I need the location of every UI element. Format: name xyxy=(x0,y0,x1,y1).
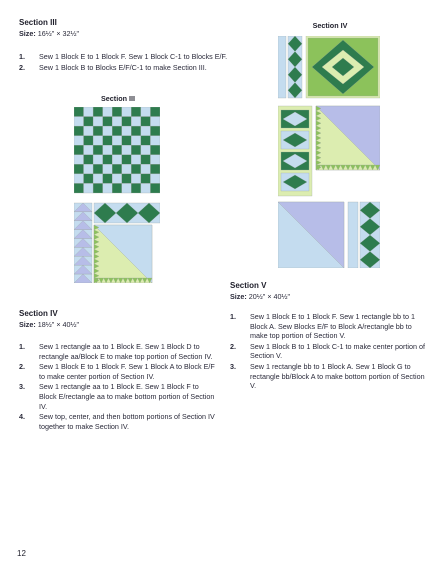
checker-square xyxy=(141,145,151,155)
checker-square xyxy=(122,164,132,174)
size-label: Size: xyxy=(230,292,247,301)
checker-square xyxy=(103,145,113,155)
step-number: 2. xyxy=(19,362,25,372)
checker-square xyxy=(74,174,84,184)
checker-square xyxy=(112,155,122,165)
checker-square xyxy=(74,107,84,117)
checker-square xyxy=(112,117,122,127)
step xyxy=(19,52,229,62)
step xyxy=(230,312,426,341)
diamond-row xyxy=(94,203,160,223)
checker-square xyxy=(150,117,160,127)
section-iv-size xyxy=(19,320,79,329)
half-square-triangle-block xyxy=(94,225,152,283)
size-value: 20½" × 40½" xyxy=(248,292,291,301)
section-iii-title: Section III xyxy=(19,18,57,27)
checker-square xyxy=(131,183,141,193)
checker-square xyxy=(141,126,151,136)
checker-square xyxy=(93,183,103,193)
checker-square xyxy=(141,164,151,174)
step-number: 1. xyxy=(19,342,25,351)
checker-square xyxy=(84,183,94,193)
step-number: 2. xyxy=(19,62,25,72)
checker-square xyxy=(74,145,84,155)
checker-square xyxy=(150,107,160,117)
checker-square xyxy=(74,117,84,127)
checker-square xyxy=(84,117,94,127)
step xyxy=(230,342,426,361)
checker-square xyxy=(84,145,94,155)
step-number: 4. xyxy=(19,412,25,422)
checker-square xyxy=(84,164,94,174)
checker-square xyxy=(141,107,151,117)
checker-square xyxy=(74,155,84,165)
section-v-steps xyxy=(230,312,426,392)
checker-square xyxy=(84,174,94,184)
checker-square xyxy=(93,126,103,136)
rectangle-aa xyxy=(278,36,286,98)
section-iv-steps xyxy=(19,342,215,432)
checker-square xyxy=(112,107,122,117)
checker-square xyxy=(112,145,122,155)
checkerboard-block xyxy=(74,107,160,193)
step-text: Sew 1 Block E to 1 Block F. Sew 1 Block C-1 to Blocks E/F. xyxy=(39,52,228,61)
checker-square xyxy=(103,107,113,117)
checker-square xyxy=(103,117,113,127)
checker-square xyxy=(122,126,132,136)
checker-square xyxy=(84,136,94,146)
checker-square xyxy=(122,107,132,117)
checker-square xyxy=(112,126,122,136)
step xyxy=(19,342,215,361)
checker-square xyxy=(103,126,113,136)
checker-square xyxy=(93,107,103,117)
checker-square xyxy=(122,117,132,127)
checker-square xyxy=(93,145,103,155)
section-iii-steps xyxy=(19,52,229,73)
checker-square xyxy=(131,145,141,155)
checker-square xyxy=(112,183,122,193)
checker-square xyxy=(131,126,141,136)
checker-square xyxy=(131,117,141,127)
checker-square xyxy=(93,164,103,174)
step xyxy=(230,362,426,391)
checker-square xyxy=(84,126,94,136)
size-value: 16½" × 32½" xyxy=(37,29,80,38)
checker-square xyxy=(112,174,122,184)
step-number: 1. xyxy=(230,312,236,321)
size-label: Size: xyxy=(19,320,36,329)
section-iv-diagram xyxy=(278,36,380,268)
size-value: 18½" × 40½" xyxy=(37,320,80,329)
checker-square xyxy=(150,145,160,155)
step-text: Sew 1 rectangle aa to 1 Block E. Sew 1 Block D to rectangle aa/Block E to make top portion of Section IV. xyxy=(39,342,213,361)
checker-square xyxy=(103,164,113,174)
checker-square xyxy=(93,117,103,127)
checker-square xyxy=(122,155,132,165)
rectangle-aa xyxy=(348,202,358,268)
checker-square xyxy=(103,174,113,184)
checker-square xyxy=(122,183,132,193)
section-v-title: Section V xyxy=(230,281,267,290)
checker-square xyxy=(131,155,141,165)
step-number: 3. xyxy=(230,361,236,371)
step-text: Sew 1 Block B to 1 Block C-1 to make center portion of Section V. xyxy=(250,341,425,361)
step xyxy=(19,412,215,431)
checker-square xyxy=(93,136,103,146)
checker-square xyxy=(112,164,122,174)
step xyxy=(19,362,215,381)
checker-square xyxy=(150,164,160,174)
step-number: 3. xyxy=(19,382,25,392)
step-number: 1. xyxy=(19,52,25,61)
section-iii-diagram xyxy=(74,107,160,283)
size-label: Size: xyxy=(19,29,36,38)
page-number: 12 xyxy=(17,549,26,558)
checker-square xyxy=(131,164,141,174)
checker-square xyxy=(93,174,103,184)
step xyxy=(19,63,229,73)
checker-square xyxy=(131,174,141,184)
checker-square xyxy=(74,136,84,146)
checker-square xyxy=(84,155,94,165)
checker-square xyxy=(131,107,141,117)
section-iv-title: Section IV xyxy=(19,309,58,318)
checker-square xyxy=(150,126,160,136)
step-text: Sew 1 Block E to 1 Block F. Sew 1 rectangle bb to 1 Block A. Sew Blocks E/F to Block A/rectangle bb to make top portion of Section V. xyxy=(250,312,415,341)
checker-square xyxy=(93,155,103,165)
section-iii-size xyxy=(19,29,79,38)
checker-square xyxy=(122,174,132,184)
checker-square xyxy=(112,136,122,146)
checker-square xyxy=(150,136,160,146)
checker-square xyxy=(103,136,113,146)
checker-square xyxy=(103,183,113,193)
checker-square xyxy=(122,145,132,155)
section-iii-diagram-caption: Section III xyxy=(101,94,135,103)
step-text: Sew 1 Block E to 1 Block F. Sew 1 Block A to Block E/F to make center portion of Section IV. xyxy=(39,362,215,381)
checker-square xyxy=(141,174,151,184)
checker-square xyxy=(74,164,84,174)
checker-square xyxy=(150,174,160,184)
checker-square xyxy=(150,183,160,193)
checker-square xyxy=(141,117,151,127)
step-text: Sew 1 rectangle aa to 1 Block E. Sew 1 Block F to Block E/rectangle aa to make bottom portion of Section IV. xyxy=(39,382,215,411)
checker-square xyxy=(141,136,151,146)
step-text: Sew 1 Block B to Blocks E/F/C-1 to make Section III. xyxy=(39,62,207,72)
step-number: 2. xyxy=(230,341,236,351)
section-v-size xyxy=(230,292,290,301)
checker-square xyxy=(131,136,141,146)
checker-square xyxy=(84,107,94,117)
section-iv-diagram-caption: Section IV xyxy=(312,21,348,30)
checker-square xyxy=(141,155,151,165)
checker-square xyxy=(141,183,151,193)
checker-square xyxy=(150,155,160,165)
checker-square xyxy=(103,155,113,165)
step xyxy=(19,382,215,411)
step-text: Sew 1 rectangle bb to 1 Block A. Sew 1 Block G to rectangle bb/Block A to make bottom portion of Section V. xyxy=(250,361,425,391)
checker-square xyxy=(74,183,84,193)
flying-geese-column xyxy=(74,203,92,283)
step-text: Sew top, center, and then bottom portions of Section IV together to make Section IV. xyxy=(39,412,215,431)
checker-square xyxy=(122,136,132,146)
checker-square xyxy=(74,126,84,136)
